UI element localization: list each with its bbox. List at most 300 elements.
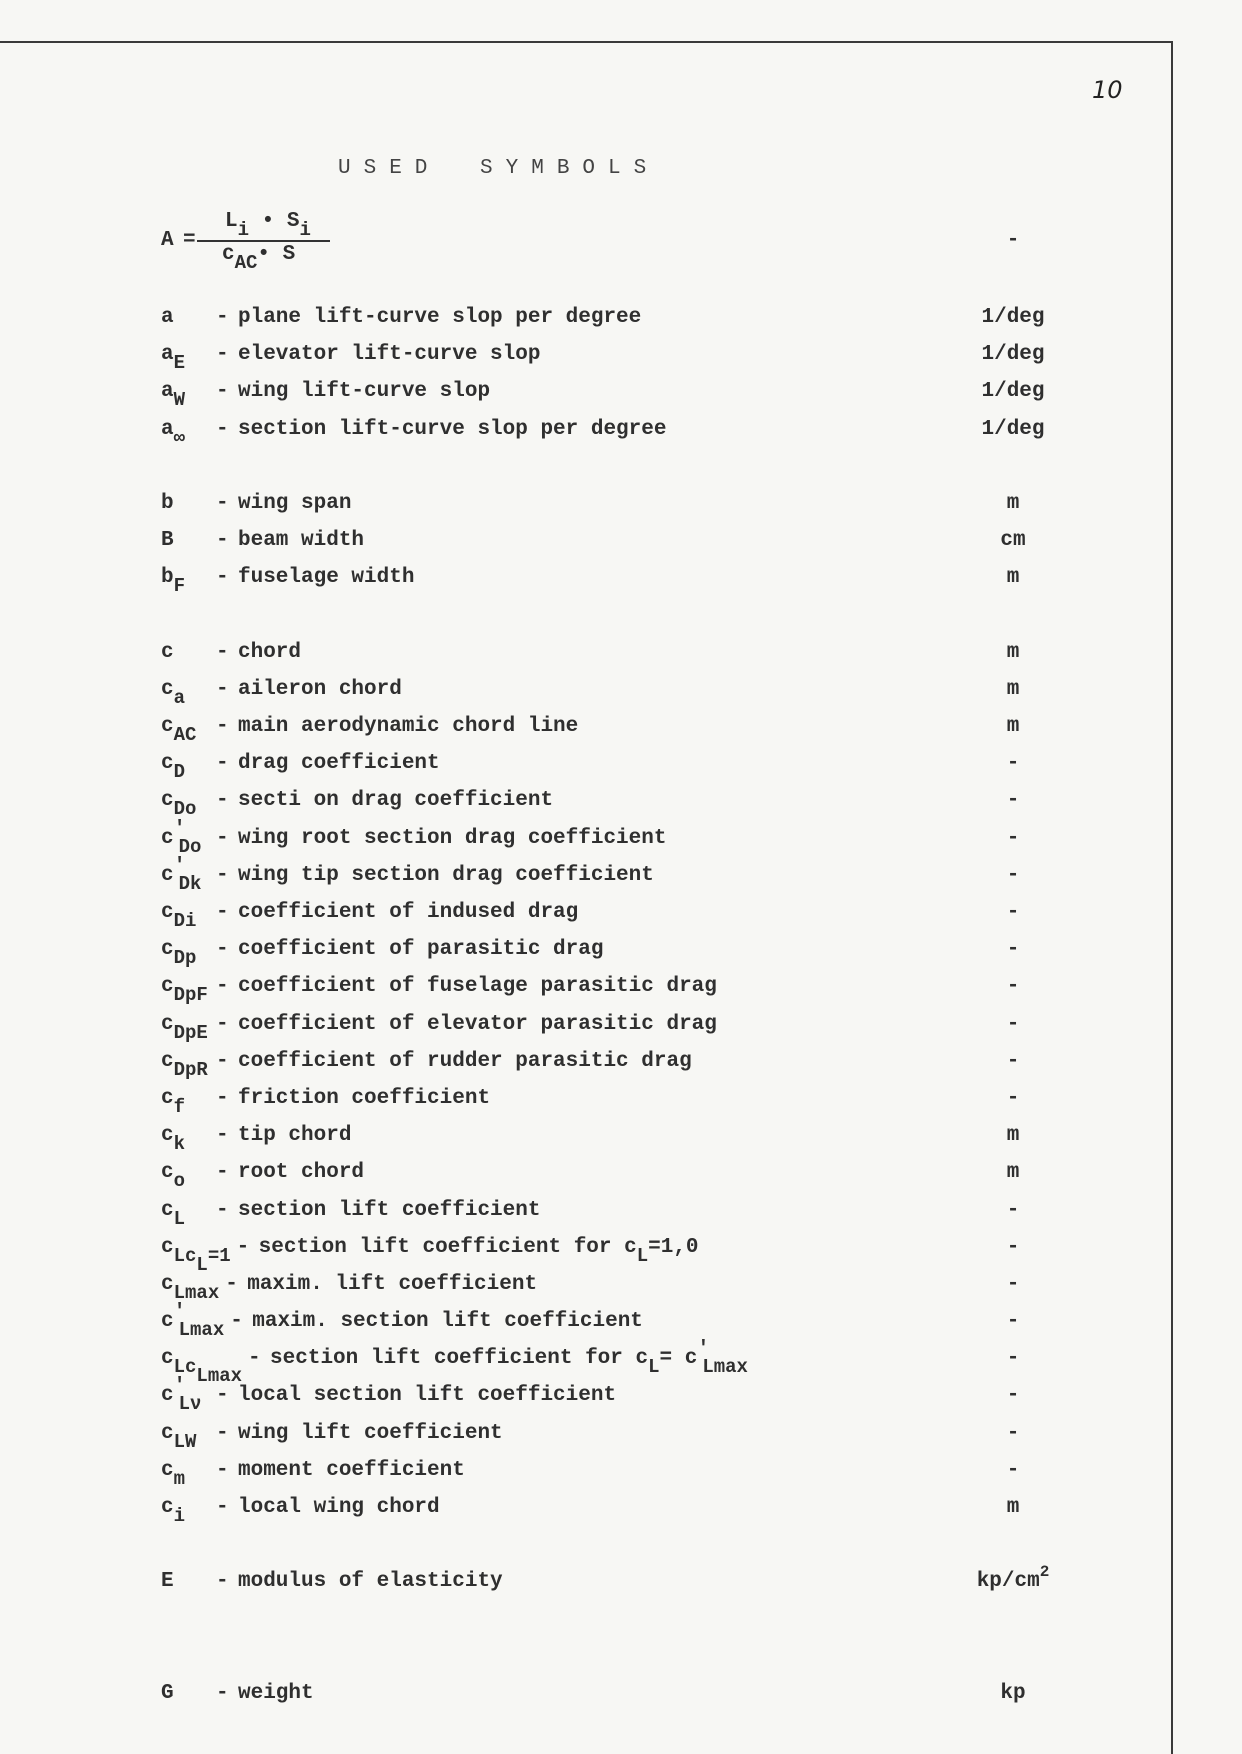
symbol-subscript — [174, 575, 185, 597]
formula-lhs: A — [161, 229, 174, 252]
formula-denominator — [197, 242, 330, 274]
denominator-subscript: AC — [234, 252, 258, 274]
separator-dash: - — [230, 1310, 243, 1334]
subscript-text: AC — [173, 724, 197, 747]
unit — [958, 745, 1068, 782]
separator-dash: - — [216, 306, 229, 329]
unit — [958, 1303, 1068, 1340]
formula-fraction — [197, 207, 330, 274]
separator-dash: - — [216, 1458, 229, 1482]
unit-text: m — [1006, 715, 1020, 739]
unit — [958, 411, 1068, 448]
symbol-description: coefficient of fuselage parasitic drag — [238, 975, 717, 999]
symbol-letter: c — [161, 1198, 174, 1222]
symbol-description: elevator lift-curve slop — [238, 343, 541, 367]
subscript-text: Do — [173, 798, 197, 821]
numerator-token — [225, 210, 250, 241]
symbol-description: local wing chord — [238, 1496, 440, 1519]
separator-dash: - — [216, 640, 229, 664]
unit-text: - — [1006, 1384, 1020, 1408]
separator-dash: - — [216, 343, 229, 367]
symbol-subscript — [174, 352, 185, 374]
symbol-description: wing lift-curve slop — [238, 380, 491, 404]
unit — [958, 894, 1068, 931]
symbol-letter: c — [161, 1161, 174, 1185]
unit-text: cm — [1000, 529, 1026, 553]
unit-text: - — [1006, 863, 1020, 887]
prime-mark: ′ — [173, 1375, 186, 1399]
separator-dash: - — [216, 715, 229, 739]
unit — [958, 1452, 1068, 1489]
subscript-text: m — [173, 1467, 186, 1490]
unit-text: m — [1006, 1124, 1020, 1148]
subscript-tail: =1 — [207, 1244, 231, 1267]
prime-mark: ′ — [697, 1338, 710, 1362]
expression-text: c — [624, 1235, 637, 1259]
symbol-letter: c — [161, 1086, 174, 1110]
unit-text: - — [1006, 1235, 1020, 1259]
unit-text: - — [1006, 1086, 1020, 1110]
symbol — [161, 931, 216, 968]
symbol-group-a — [161, 299, 1161, 448]
symbol-row — [161, 411, 1161, 448]
expression-token — [635, 1347, 660, 1379]
symbol-letter: c — [161, 1496, 174, 1519]
unit — [958, 1489, 1068, 1526]
unit-text: - — [1006, 1272, 1020, 1296]
separator-dash: - — [216, 566, 229, 590]
symbol-description: wing tip section drag coefficient — [238, 863, 654, 887]
symbol-row — [161, 559, 1161, 596]
symbol-row — [161, 1043, 1161, 1080]
unit-text: kp/cm — [976, 1570, 1040, 1594]
symbol — [161, 1377, 216, 1414]
unit — [958, 1377, 1068, 1414]
symbol-group-b — [161, 485, 1161, 597]
unit — [958, 1229, 1068, 1266]
symbol-letter: a — [161, 343, 174, 367]
unit-text: - — [1006, 826, 1020, 850]
symbol-row — [161, 894, 1161, 931]
subscript-text: a — [173, 686, 186, 709]
subscript-text: k — [173, 1133, 186, 1156]
subscript-text: E — [173, 352, 186, 375]
unit-text: m — [1006, 1161, 1020, 1185]
symbol-row — [161, 1338, 1161, 1388]
symbol-letter: B — [161, 529, 174, 553]
symbol-description: maxim. section lift coefficient — [252, 1310, 643, 1334]
separator-dash: - — [216, 1570, 229, 1594]
symbol-row — [161, 1229, 1161, 1276]
symbol — [161, 485, 216, 522]
symbol — [161, 817, 216, 858]
symbol-row — [161, 634, 1161, 671]
denominator-token — [283, 243, 296, 266]
separator-dash: - — [216, 1681, 229, 1705]
description-expression — [635, 1338, 748, 1379]
symbol — [161, 671, 216, 708]
expression-token — [659, 1338, 748, 1379]
symbol — [161, 1303, 230, 1340]
symbol-row — [161, 817, 1161, 858]
unit-text: m — [1006, 566, 1020, 590]
separator-dash: - — [216, 938, 229, 962]
unit-text: m — [1006, 1496, 1020, 1519]
subscript-text: DpF — [173, 984, 208, 1007]
subscript-text: LW — [173, 1430, 197, 1453]
symbol-subscript — [174, 1208, 185, 1230]
unit — [958, 1117, 1068, 1154]
unit-text: 1/deg — [981, 343, 1045, 367]
unit-superscript: 2 — [1039, 1563, 1050, 1582]
expression-token — [624, 1235, 649, 1267]
symbol — [161, 336, 216, 373]
separator-dash: - — [216, 975, 229, 999]
symbol-description: wing span — [238, 491, 352, 515]
symbol-description: root chord — [238, 1161, 365, 1185]
symbol-row — [161, 1154, 1161, 1191]
symbol-row — [161, 522, 1161, 559]
numerator-subscript: i — [237, 219, 250, 241]
symbol-subscript — [174, 947, 197, 969]
unit-text: - — [1006, 1012, 1020, 1036]
unit — [958, 299, 1068, 336]
unit — [958, 1080, 1068, 1117]
unit — [958, 559, 1068, 596]
subscript-text: DpE — [173, 1021, 208, 1044]
symbol-row — [161, 1377, 1161, 1414]
denominator-text: S — [282, 243, 296, 266]
unit-text: 1/deg — [981, 380, 1045, 404]
expression-subscript: L — [636, 1244, 649, 1267]
symbol-row — [161, 745, 1161, 782]
subscript-text: Dk — [178, 872, 202, 895]
symbol-row — [161, 708, 1161, 745]
symbol-subscript — [174, 687, 185, 709]
symbol-subscript — [174, 984, 208, 1006]
symbol-description: maxim. lift coefficient — [247, 1272, 538, 1296]
symbol-letter: c — [161, 789, 174, 813]
description-expression — [624, 1235, 699, 1267]
unit — [958, 522, 1068, 559]
numerator-token — [249, 210, 287, 233]
symbol-letter: E — [161, 1570, 174, 1594]
symbol-subscript — [174, 427, 185, 449]
symbol-letter: c — [161, 826, 174, 850]
symbol-description: drag coefficient — [238, 752, 440, 776]
symbol-row — [161, 1675, 1161, 1712]
separator-dash: - — [216, 491, 229, 515]
unit — [958, 485, 1068, 522]
symbol-row — [161, 1006, 1161, 1043]
subscript-text: DpR — [173, 1058, 208, 1081]
denominator-token — [222, 243, 258, 274]
symbol-subscript — [174, 389, 185, 411]
symbol-description: weight — [238, 1681, 314, 1705]
symbol-letter: a — [161, 417, 174, 441]
unit-text: - — [1006, 789, 1020, 813]
symbol — [161, 1043, 216, 1080]
subscript-text: Lmax — [178, 1319, 225, 1342]
symbol — [161, 411, 216, 448]
separator-dash: - — [216, 417, 229, 441]
symbol-row — [161, 299, 1161, 336]
symbol-letter: b — [161, 566, 174, 590]
symbol-subscript — [174, 1022, 208, 1044]
expression-subscript: L — [648, 1356, 660, 1379]
symbol-group-g — [161, 1675, 1161, 1712]
unit — [958, 968, 1068, 1005]
denominator-text: c — [222, 243, 235, 266]
unit — [958, 931, 1068, 968]
separator-dash: - — [216, 529, 229, 553]
unit-text: m — [1006, 677, 1020, 701]
symbol-letter: c — [161, 640, 174, 664]
symbol-description: secti on drag coefficient — [238, 789, 554, 813]
numerator-text: L — [225, 210, 238, 233]
symbol-description: chord — [238, 640, 302, 664]
symbol-row — [161, 1415, 1161, 1452]
symbol — [161, 1154, 216, 1191]
prime-mark: ′ — [173, 1301, 186, 1325]
separator-dash: - — [216, 789, 229, 813]
separator-dash: - — [248, 1347, 261, 1371]
numerator-text: • — [249, 210, 287, 233]
symbol-subscript — [174, 1133, 185, 1155]
symbol-letter: c — [161, 715, 174, 739]
symbol-letter: c — [161, 975, 174, 999]
symbol-letter: c — [161, 1272, 174, 1296]
symbol — [161, 708, 216, 745]
unit-text: - — [1006, 1347, 1020, 1371]
page-title: USED SYMBOLS — [338, 157, 660, 180]
symbol-letter: a — [161, 306, 174, 329]
subscript-text: Do — [178, 835, 202, 858]
separator-dash: - — [216, 1049, 229, 1073]
symbol-row — [161, 671, 1161, 708]
separator-dash: - — [236, 1235, 250, 1259]
symbol-subscript — [179, 1319, 225, 1341]
expression-text: =1,0 — [648, 1235, 699, 1259]
symbol-letter: c — [161, 901, 174, 924]
unit — [958, 634, 1068, 671]
symbol — [161, 1192, 216, 1229]
symbol — [161, 894, 216, 931]
unit — [958, 1340, 1068, 1377]
symbol-description: plane lift-curve slop per degree — [238, 306, 642, 329]
unit — [958, 1675, 1068, 1712]
subscript-text: F — [173, 575, 186, 598]
symbol-row — [161, 1563, 1161, 1600]
symbol — [161, 1266, 225, 1303]
symbol — [161, 1080, 216, 1117]
symbol-row — [161, 854, 1161, 895]
unit-text: - — [1006, 938, 1020, 962]
unit-text: m — [1006, 491, 1020, 515]
unit — [958, 708, 1068, 745]
expression-text: c — [635, 1347, 649, 1371]
unit-text: m — [1006, 640, 1020, 664]
symbol-letter: c — [161, 1310, 174, 1334]
unit-text: kp — [1000, 1681, 1026, 1705]
symbol-subscript — [174, 910, 197, 932]
unit — [958, 1563, 1068, 1601]
subscript-text: Lν — [178, 1393, 202, 1416]
symbol-subscript — [174, 1096, 185, 1118]
symbol-letter: c — [161, 1421, 174, 1445]
symbol-row — [161, 336, 1161, 373]
symbol-description: main aerodynamic chord line — [238, 715, 579, 739]
unit — [958, 1006, 1068, 1043]
symbol-description: local section lift coefficient — [238, 1384, 617, 1408]
symbol — [161, 968, 216, 1005]
symbol — [161, 522, 216, 559]
symbol-letter: b — [161, 491, 174, 515]
symbol-letter: c — [161, 1124, 174, 1148]
symbol-description: beam width — [238, 529, 365, 553]
symbol — [161, 373, 216, 410]
subscript-text: Lmax — [173, 1281, 220, 1304]
symbol-subscript — [179, 873, 202, 895]
formula-numerator — [197, 207, 330, 241]
symbol-row — [161, 1192, 1161, 1229]
separator-dash: - — [216, 1198, 229, 1222]
separator-dash: - — [216, 826, 229, 850]
separator-dash: - — [216, 1384, 229, 1408]
subscript-text: f — [173, 1095, 186, 1118]
symbol-letter: c — [161, 1347, 174, 1371]
symbol-row — [161, 1080, 1161, 1117]
symbol-subscript — [174, 724, 197, 746]
symbol — [161, 559, 216, 596]
separator-dash: - — [216, 1086, 229, 1110]
symbol-letter: c — [161, 938, 174, 962]
symbol-description: tip chord — [238, 1124, 352, 1148]
prime-mark: ′ — [173, 817, 186, 841]
symbol — [161, 1229, 237, 1276]
symbol-subscript — [174, 1431, 197, 1453]
symbol — [161, 1340, 248, 1388]
symbol-description: coefficient of indused drag — [238, 901, 579, 924]
formula-unit: - — [1006, 229, 1020, 252]
denominator-text: • — [257, 243, 283, 266]
unit — [958, 671, 1068, 708]
symbol — [161, 1563, 216, 1600]
unit-text: - — [1006, 1421, 1020, 1445]
unit — [958, 857, 1068, 894]
unit — [958, 1415, 1068, 1452]
unit — [958, 820, 1068, 857]
subscript-text: D — [173, 761, 186, 784]
symbol — [161, 1675, 216, 1712]
nested-subscript: Lmax — [196, 1365, 243, 1388]
symbol-letter: c — [161, 1049, 174, 1073]
symbol-subscript — [174, 761, 185, 783]
separator-dash: - — [216, 1496, 229, 1519]
symbol-subscript — [174, 1059, 208, 1081]
numerator-text: S — [286, 210, 300, 233]
unit — [958, 1266, 1068, 1303]
separator-dash: - — [216, 1161, 229, 1185]
symbol-description: moment coefficient — [238, 1458, 465, 1482]
symbol-row — [161, 1117, 1161, 1154]
symbol-subscript — [174, 1505, 185, 1527]
unit-text: - — [1006, 752, 1020, 776]
separator-dash: - — [216, 1012, 229, 1036]
symbol-description: wing lift coefficient — [238, 1421, 503, 1445]
unit — [958, 1043, 1068, 1080]
symbol-row — [161, 1266, 1161, 1303]
symbol — [161, 1117, 216, 1154]
symbol-description: coefficient of elevator parasitic drag — [238, 1012, 717, 1036]
prime-mark: ′ — [173, 854, 186, 878]
symbol — [161, 745, 216, 782]
symbol-row — [161, 1303, 1161, 1340]
formula-equals: = — [183, 229, 196, 252]
symbol-letter: c — [161, 863, 174, 887]
unit-text: 1/deg — [981, 306, 1045, 329]
symbol-letter: c — [161, 1012, 174, 1036]
subscript-text: Lc — [173, 1356, 197, 1379]
symbol-description: section lift coefficient — [238, 1198, 541, 1222]
symbol-subscript — [174, 1468, 185, 1490]
symbol-row — [161, 485, 1161, 522]
symbol-description: aileron chord — [238, 677, 402, 701]
symbol-subscript — [174, 1170, 185, 1192]
separator-dash: - — [216, 752, 229, 776]
separator-dash: - — [225, 1272, 238, 1296]
symbol-description: modulus of elasticity — [238, 1570, 503, 1594]
separator-dash: - — [216, 1421, 229, 1445]
expression-text: = c — [659, 1347, 698, 1371]
separator-dash: - — [216, 677, 229, 701]
subscript-text: W — [173, 389, 186, 412]
symbol-subscript — [179, 1393, 202, 1415]
symbol-description: coefficient of rudder parasitic drag — [238, 1049, 692, 1073]
symbol — [161, 634, 216, 671]
expression-token — [648, 1236, 698, 1259]
symbol-letter: c — [161, 1458, 174, 1482]
symbol-letter: c — [161, 1235, 174, 1259]
unit-text: - — [1006, 975, 1020, 999]
unit-text: 1/deg — [981, 417, 1045, 441]
separator-dash: - — [216, 380, 229, 404]
unit-text: - — [1006, 901, 1020, 924]
symbol — [161, 782, 216, 819]
symbol-letter: c — [161, 677, 174, 701]
unit-text: - — [1006, 1310, 1020, 1334]
symbol-row — [161, 1489, 1161, 1526]
symbol-row — [161, 373, 1161, 410]
unit-text: - — [1006, 1458, 1020, 1482]
symbol-description: wing root section drag coefficient — [238, 826, 667, 850]
unit — [958, 782, 1068, 819]
subscript-text: ∞ — [173, 426, 186, 449]
symbol-description: friction coefficient — [238, 1086, 491, 1110]
symbol-letter: c — [161, 752, 174, 776]
symbol-subscript — [173, 1244, 231, 1276]
subscript-text: i — [173, 1505, 186, 1527]
subscript-text: Lc — [173, 1244, 197, 1267]
separator-dash: - — [216, 901, 229, 924]
symbol-row — [161, 931, 1161, 968]
symbol-description: section lift coefficient for — [258, 1235, 612, 1259]
symbol-description: section lift-curve slop per degree — [238, 417, 667, 441]
numerator-subscript: i — [299, 219, 311, 241]
symbol — [161, 1452, 216, 1489]
subscript-text: Di — [173, 910, 197, 932]
symbol-group-c — [161, 634, 1161, 1527]
